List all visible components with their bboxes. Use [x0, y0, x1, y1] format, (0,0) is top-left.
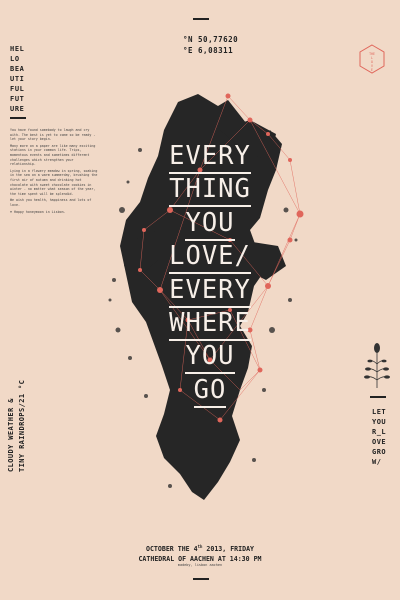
top-divider	[193, 18, 209, 20]
love-line: OVE	[372, 438, 387, 446]
hello-line: UTI	[10, 75, 25, 83]
story-paragraph: ♦ Happy honeymoon in Lisbon.	[10, 209, 66, 214]
weather-info	[6, 346, 34, 472]
love-line: W/	[372, 458, 382, 466]
hello-line: LO	[10, 55, 20, 63]
badge-line: V	[371, 64, 373, 68]
hello-beautiful-future	[10, 44, 24, 114]
credit-text: madeby, lisbon aachen	[177, 563, 223, 567]
badge-line: THE	[369, 52, 375, 56]
headline-line: LOVE/	[169, 241, 251, 274]
badge-line: L	[371, 56, 373, 60]
event-date	[100, 542, 300, 554]
badge-text	[359, 52, 385, 72]
hello-line: BEA	[10, 65, 25, 73]
story-text	[10, 128, 100, 216]
headline-line: WHERE	[169, 308, 251, 341]
love-line: LET	[372, 408, 387, 416]
event-date-suffix: 2013, FRIDAY	[202, 545, 255, 554]
event-date-prefix: OCTOBER THE 4	[145, 545, 198, 554]
headline-line: EVERY	[169, 141, 251, 174]
bottom-divider	[193, 578, 209, 580]
headline-line: GO	[194, 375, 227, 408]
headline	[150, 140, 270, 407]
hello-line: HEL	[10, 45, 25, 53]
hexagon-badge	[359, 44, 385, 74]
headline-line: YOU	[185, 208, 234, 241]
let-your-love-grow	[372, 407, 386, 467]
event-info	[100, 542, 300, 564]
headline-line: THING	[169, 174, 251, 207]
hello-line: URE	[10, 105, 25, 113]
hello-line: FUT	[10, 95, 25, 103]
headline-line: YOU	[185, 341, 234, 374]
weather-line: CLOUDY WEATHER &	[7, 398, 15, 472]
love-line: YOU	[372, 418, 387, 426]
event-date-sup: th	[197, 544, 203, 549]
weather-line: TINY RAINDROPS/21 °C	[18, 379, 26, 472]
story-paragraph: You have found somebody to laugh and cry with. The best is yet to come so be ready - let your story begin.	[10, 128, 96, 142]
plant-icon	[362, 342, 392, 390]
event-venue: CATHEDRAL OF AACHEN AT 14:30 PM	[138, 555, 262, 564]
left-divider	[10, 117, 26, 119]
badge-line: E	[371, 68, 373, 72]
story-paragraph: We wish you health, happiness and lots of love.	[10, 198, 92, 207]
longitude: °E 6,08311	[183, 46, 234, 55]
headline-line: EVERY	[169, 275, 251, 308]
badge-line: O	[371, 60, 373, 64]
latitude: °N 50,77620	[183, 35, 239, 44]
right-divider	[370, 396, 386, 398]
story-paragraph: Lying in a flowery meadow in spring, soaking in the sea on a warm summerday, brushing the first air of autumn and drinking hot chocolate with sweet chocolate cookies in winter - no matter what season of the year, the time spent will be splendid.	[10, 168, 98, 196]
coordinates	[183, 34, 238, 56]
hello-line: FUL	[10, 85, 25, 93]
love-line: R_L	[372, 428, 387, 436]
story-paragraph: Many more on a paper are like many exciting stations in your common life. Trips, momentous events and sometimes different challenges which strengthen your relationship.	[10, 143, 96, 167]
love-line: GRO	[372, 448, 387, 456]
